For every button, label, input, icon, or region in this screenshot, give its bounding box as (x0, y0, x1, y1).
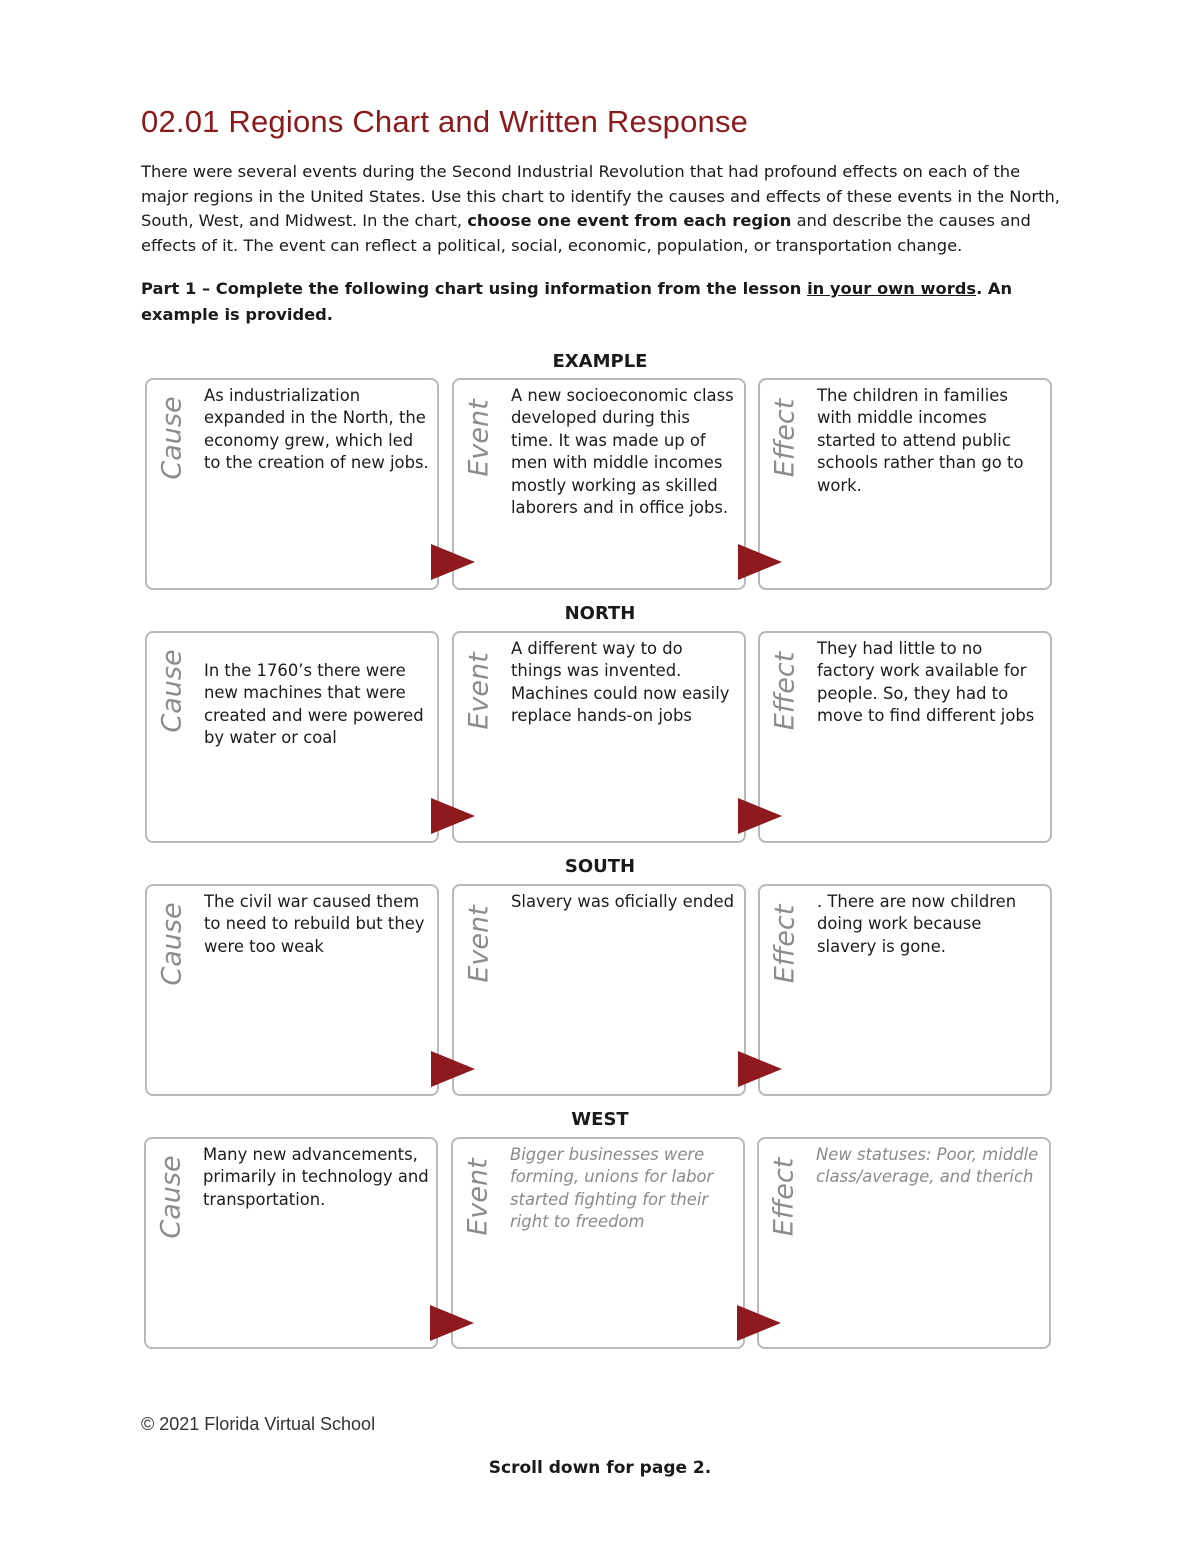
arrow-right-icon (431, 798, 475, 834)
effect-text: The children in families with middle incomes started to attend public schools rather than go to work. (817, 386, 1024, 495)
part1-text-2: . An example is provided. (141, 279, 1013, 324)
region-label-example: EXAMPLE (552, 351, 648, 372)
effect-text: New statuses: Poor, middle class/average, and therich (816, 1145, 1039, 1187)
cause-label: Cause (156, 396, 188, 480)
cause-text: The civil war caused them to need to rebuild but they were too weak (204, 892, 425, 956)
event-text: A different way to do things was invented. Machines could now easily replace hands-on jobs (511, 639, 730, 726)
event-box-example (452, 378, 746, 590)
cause-box-west[interactable] (144, 1137, 438, 1349)
arrow-right-icon (431, 544, 475, 580)
effect-label: Effect (769, 904, 801, 984)
effect-text: They had little to no factory work available for people. So, they had to move to find different jobs (817, 639, 1035, 726)
part-1-instructions (141, 276, 1061, 327)
cause-box-north[interactable] (145, 631, 439, 843)
effect-label: Effect (769, 651, 801, 731)
cause-label: Cause (156, 902, 188, 986)
copyright: © 2021 Florida Virtual School (141, 1414, 376, 1434)
event-box-west[interactable] (451, 1137, 745, 1349)
cause-text: As industrialization expanded in the North, the economy grew, which led to the creation of new jobs. (204, 386, 429, 473)
part1-text-1: Part 1 – Complete the following chart using information from the lesson (141, 279, 808, 298)
effect-box-south[interactable] (758, 884, 1052, 1096)
event-label: Event (462, 1158, 494, 1236)
event-label: Event (463, 399, 495, 477)
intro-bold: choose one event from each region (467, 211, 792, 231)
arrow-right-icon (738, 1051, 782, 1087)
event-label: Event (463, 905, 495, 983)
event-label: Event (463, 652, 495, 730)
event-text: Bigger businesses were forming, unions for labor started fighting for their right to freedom (510, 1145, 714, 1232)
arrow-right-icon (738, 544, 782, 580)
intro-text-1: There were several events during the Second Industrial Revolution that had profound effects on each of the major regions in the United States. Use this chart to identify the causes and effects of these events in the North, South, West, and Midwest. In the chart, (141, 162, 1060, 231)
cause-text: In the 1760’s there were new machines that were created and were powered by water or coal (204, 661, 424, 748)
effect-label: Effect (769, 398, 801, 478)
cause-label: Cause (156, 649, 188, 733)
event-text: Slavery was oficially ended (511, 892, 734, 911)
effect-box-example (758, 378, 1052, 590)
arrow-right-icon (737, 1305, 781, 1341)
page-title: 02.01 Regions Chart and Written Response (141, 104, 749, 139)
intro-paragraph (141, 160, 1061, 258)
arrow-right-icon (430, 1305, 474, 1341)
effect-text: . There are now children doing work because slavery is gone. (817, 892, 1017, 956)
cause-text: Many new advancements, primarily in technology and transportation. (203, 1145, 429, 1209)
cause-box-example (145, 378, 439, 590)
effect-label: Effect (768, 1157, 800, 1237)
arrow-right-icon (431, 1051, 475, 1087)
region-label-west: WEST (571, 1109, 629, 1130)
event-box-south[interactable] (452, 884, 746, 1096)
region-label-south: SOUTH (564, 856, 636, 877)
event-box-north[interactable] (452, 631, 746, 843)
effect-box-north[interactable] (758, 631, 1052, 843)
arrow-right-icon (738, 798, 782, 834)
event-text: A new socioeconomic class developed during this time. It was made up of men with middle incomes mostly working as skilled laborers and in office jobs. (511, 386, 734, 518)
region-label-north: NORTH (564, 603, 636, 624)
scroll-note: Scroll down for page 2. (488, 1458, 712, 1478)
effect-box-west[interactable] (757, 1137, 1051, 1349)
cause-box-south[interactable] (145, 884, 439, 1096)
cause-label: Cause (155, 1155, 187, 1239)
intro-text-2: and describe the causes and effects of it. The event can reflect a political, social, economic, population, or transportation change. (141, 211, 1031, 255)
part1-underlined: in your own words (807, 279, 977, 298)
